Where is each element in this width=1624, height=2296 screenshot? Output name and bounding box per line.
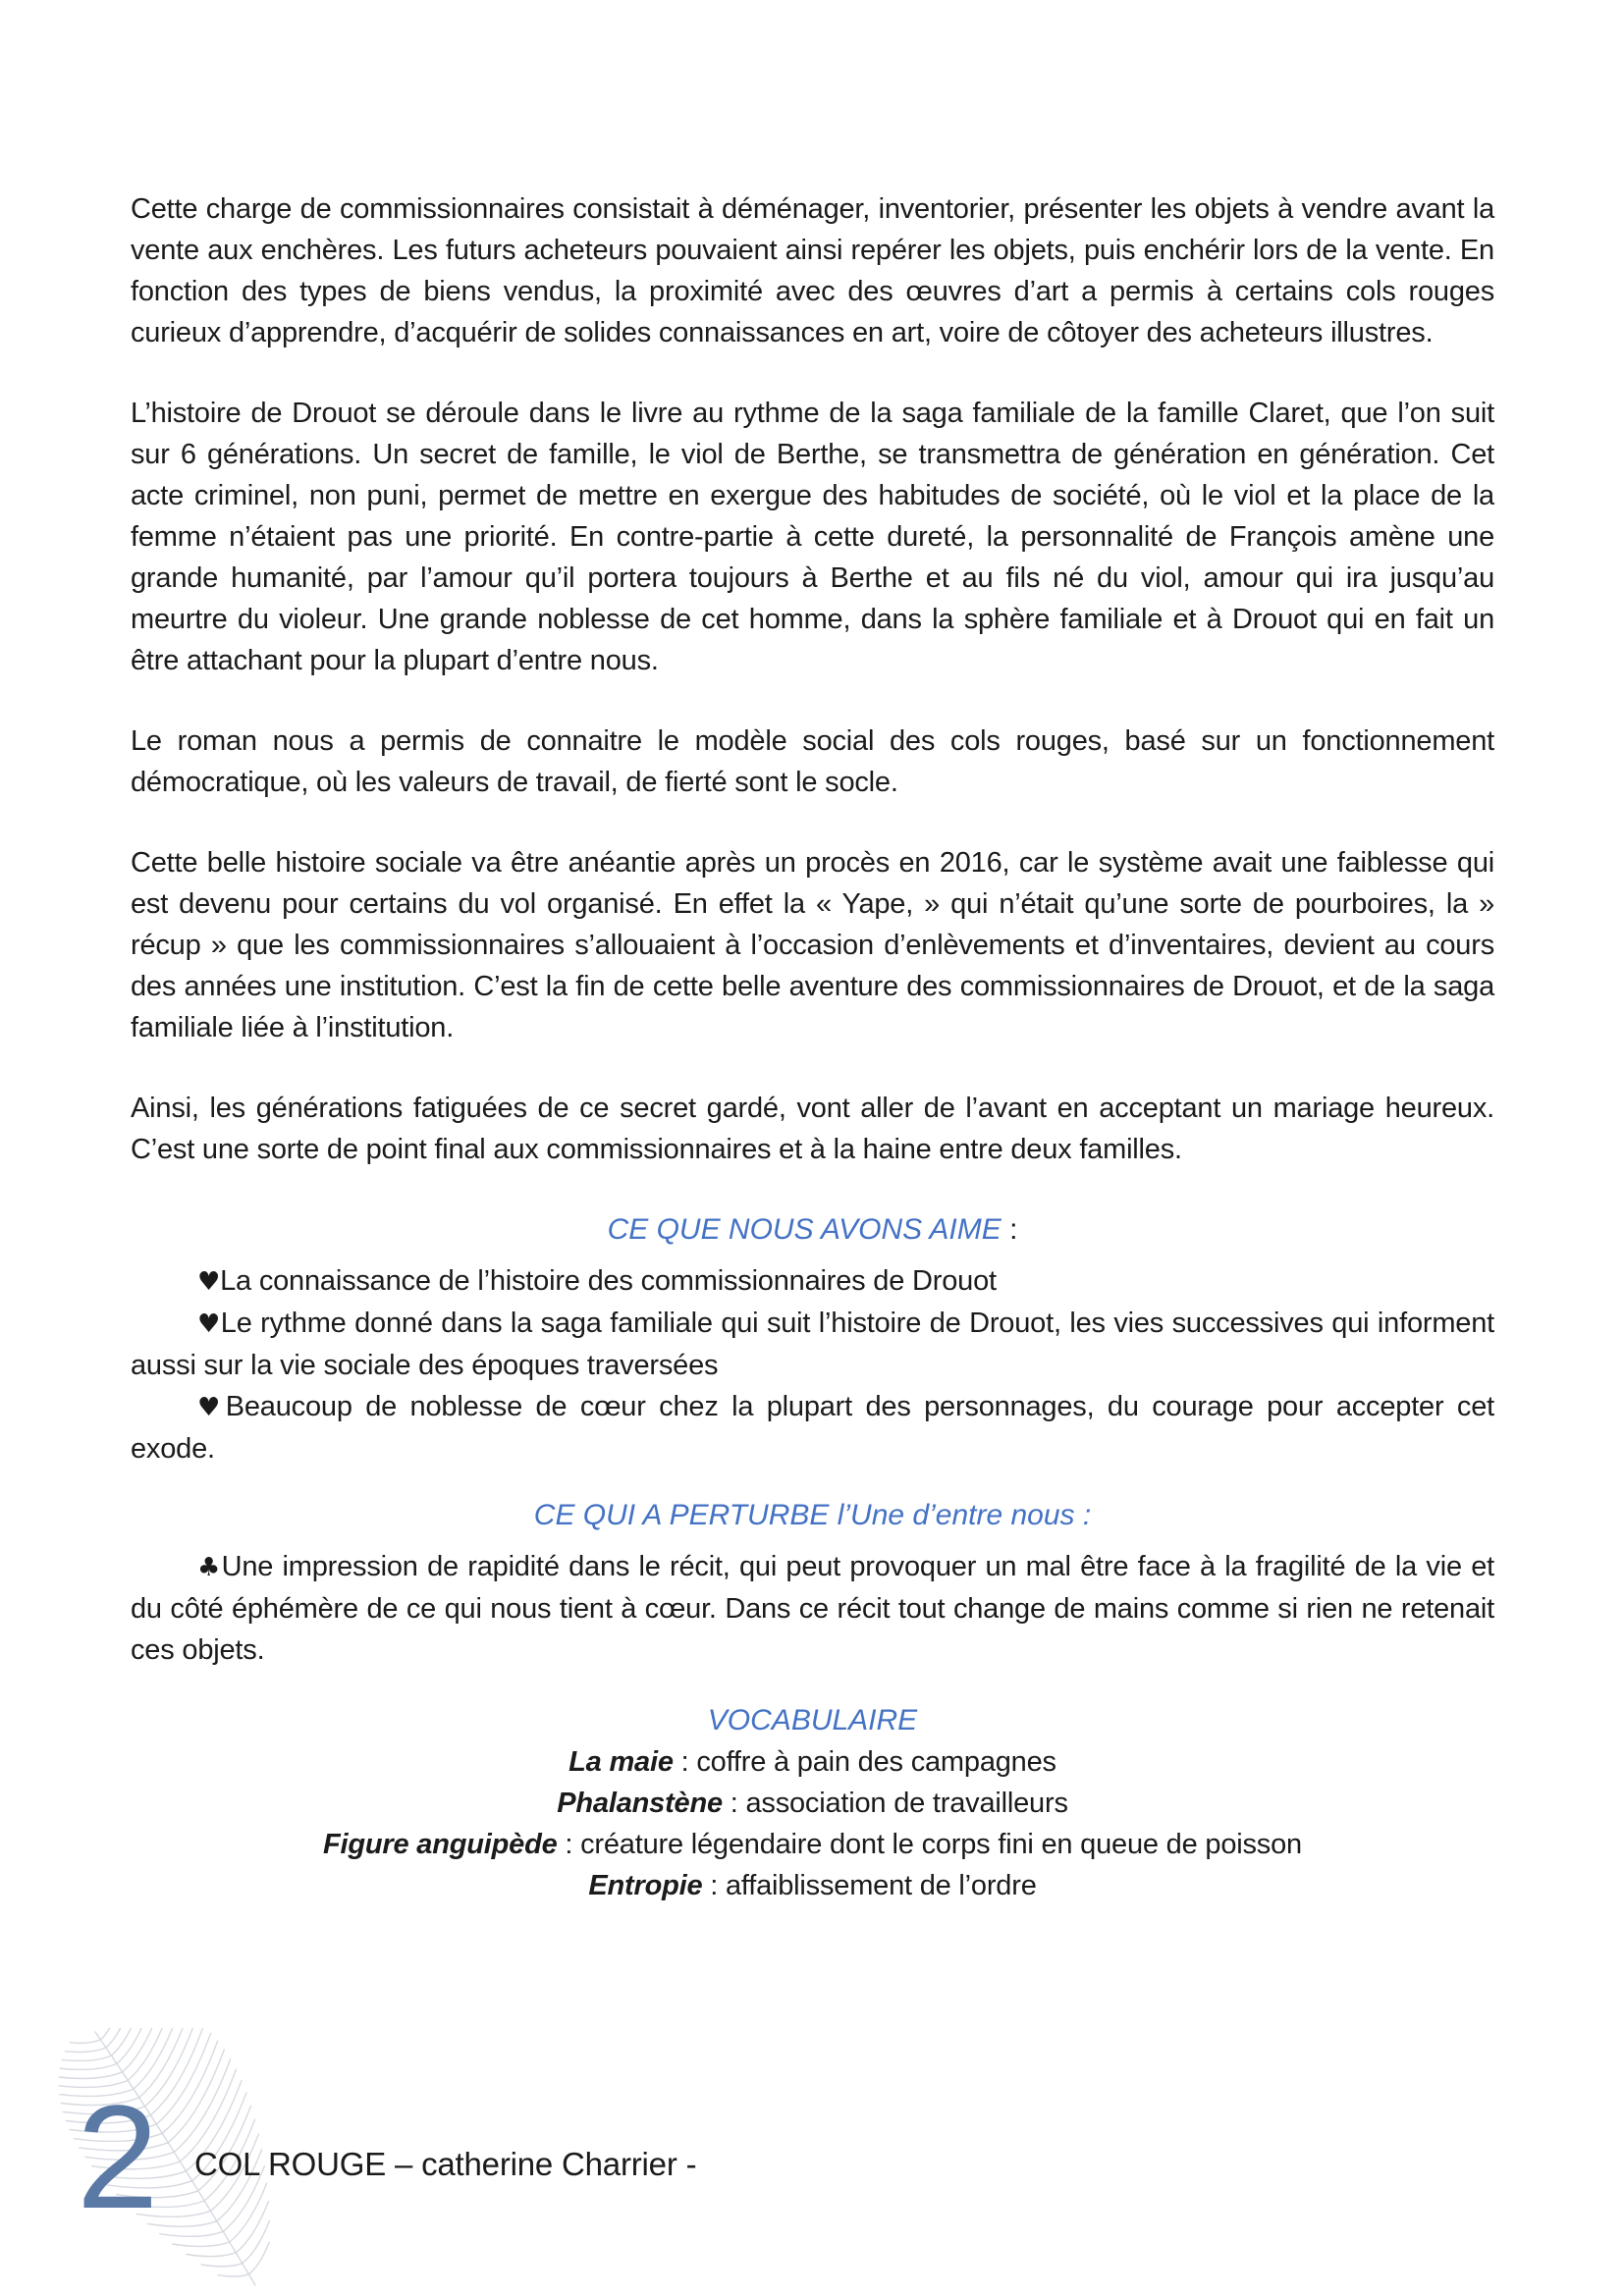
vocab-definition: : association de travailleurs	[722, 1788, 1068, 1819]
disturbed-section-heading	[131, 1495, 1494, 1536]
footer-title: COL ROUGE – catherine Charrier -	[194, 2146, 697, 2182]
liked-heading-text: CE QUE NOUS AVONS AIME	[607, 1213, 1001, 1246]
vocab-term: Figure anguipède	[323, 1829, 558, 1860]
page-number: 2	[77, 2074, 159, 2239]
vocab-entry-anguipede	[131, 1824, 1494, 1865]
disturbed-bullet-1-text: Une impression de rapidité dans le récit, qui peut provoquer un mal être face à la fragilité de la vie et du côté éphémère de ce qui nous tient à cœur. Dans ce récit tout change de mains comme si rien ne retenait ces objets.	[131, 1551, 1495, 1666]
disturbed-bullet-1	[131, 1546, 1494, 1671]
paragraph-ainsi-generations: Ainsi, les générations fatiguées de ce secret gardé, vont aller de l’avant en acceptant un mariage heureux. C’est une sorte de point final aux commissionnaires et à la haine entre deux familles.	[131, 1093, 1494, 1165]
heart-icon: ♥	[197, 1309, 221, 1339]
paragraph-commissionnaires: Cette charge de commissionnaires consistait à déménager, inventorier, présenter les objets à vendre avant la vente aux enchères. Les futurs acheteurs pouvaient ainsi repérer les objets, puis enchérir lors de la vente. En fonction des types de biens vendus, la proximité avec des œuvres d’art a permis à certains cols rouges curieux d’apprendre, d’acquérir de solides connaissances en art, voire de côtoyer des acheteurs illustres.	[131, 193, 1494, 348]
vocab-definition: : affaiblissement de l’ordre	[702, 1870, 1037, 1901]
liked-bullet-3-text: Beaucoup de noblesse de cœur chez la plupart des personnages, du courage pour accepter cet exode.	[131, 1391, 1495, 1465]
vocab-term: Entropie	[588, 1870, 703, 1901]
heart-icon: ♥	[197, 1267, 221, 1297]
vocabulary-heading-text: VOCABULAIRE	[707, 1704, 918, 1736]
vocab-entry-entropie	[131, 1865, 1494, 1906]
heart-icon: ♥	[197, 1393, 226, 1422]
vocab-definition: : coffre à pain des campagnes	[673, 1746, 1056, 1778]
vocab-definition: : créature légendaire dont le corps fini en queue de poisson	[557, 1829, 1302, 1860]
paragraph-roman-modele-social: Le roman nous a permis de connaitre le modèle social des cols rouges, basé sur un fonctionnement démocratique, où les valeurs de travail, de fierté sont le socle.	[131, 725, 1494, 798]
page-content	[131, 188, 1494, 1906]
paragraph-proces-2016: Cette belle histoire sociale va être anéantie après un procès en 2016, car le système avait une faiblesse qui est devenu pour certains du vol organisé. En effet la « Yape, » qui n’était qu’une sorte de pourboires, la » récup » que les commissionnaires s’allouaient à l’occasion d’enlèvements et d’inventaires, devient au cours des années une institution. C’est la fin de cette belle aventure des commissionnaires de Drouot, et de la saga familiale liée à l’institution.	[131, 847, 1494, 1043]
vocabulary-section-heading	[131, 1700, 1494, 1741]
liked-bullet-2	[131, 1303, 1494, 1386]
liked-section-heading	[131, 1209, 1494, 1251]
vocab-entry-phalanstene	[131, 1783, 1494, 1824]
liked-bullet-1-text: La connaissance de l’histoire des commissionnaires de Drouot	[220, 1265, 997, 1297]
liked-heading-colon: :	[1001, 1213, 1018, 1246]
liked-bullet-2-text: Le rythme donné dans la saga familiale qui suit l’histoire de Drouot, les vies successives qui informent aussi sur la vie sociale des époques traversées	[131, 1308, 1494, 1381]
vocab-term: Phalanstène	[557, 1788, 723, 1819]
liked-bullet-1	[131, 1260, 1494, 1303]
vocab-entry-maie	[131, 1741, 1494, 1783]
club-icon: ♣	[197, 1553, 222, 1582]
disturbed-heading-text: CE QUI A PERTURBE l’Une d’entre nous :	[533, 1499, 1092, 1531]
liked-bullet-3	[131, 1386, 1494, 1469]
paragraph-histoire-drouot: L’histoire de Drouot se déroule dans le livre au rythme de la saga familiale de la famille Claret, que l’on suit sur 6 générations. Un secret de famille, le viol de Berthe, se transmettra de génération en génération. Cet acte criminel, non puni, permet de mettre en exergue des habitudes de société, où le viol et la place de la femme n’étaient pas une priorité. En contre-partie à cette dureté, la personnalité de François amène une grande humanité, par l’amour qu’il portera toujours à Berthe et au fils né du viol, amour qui ira jusqu’au meurtre du violeur. Une grande noblesse de cet homme, dans la sphère familiale et à Drouot qui en fait un être attachant pour la plupart d’entre nous.	[131, 398, 1494, 676]
vocab-term: La maie	[568, 1746, 674, 1778]
